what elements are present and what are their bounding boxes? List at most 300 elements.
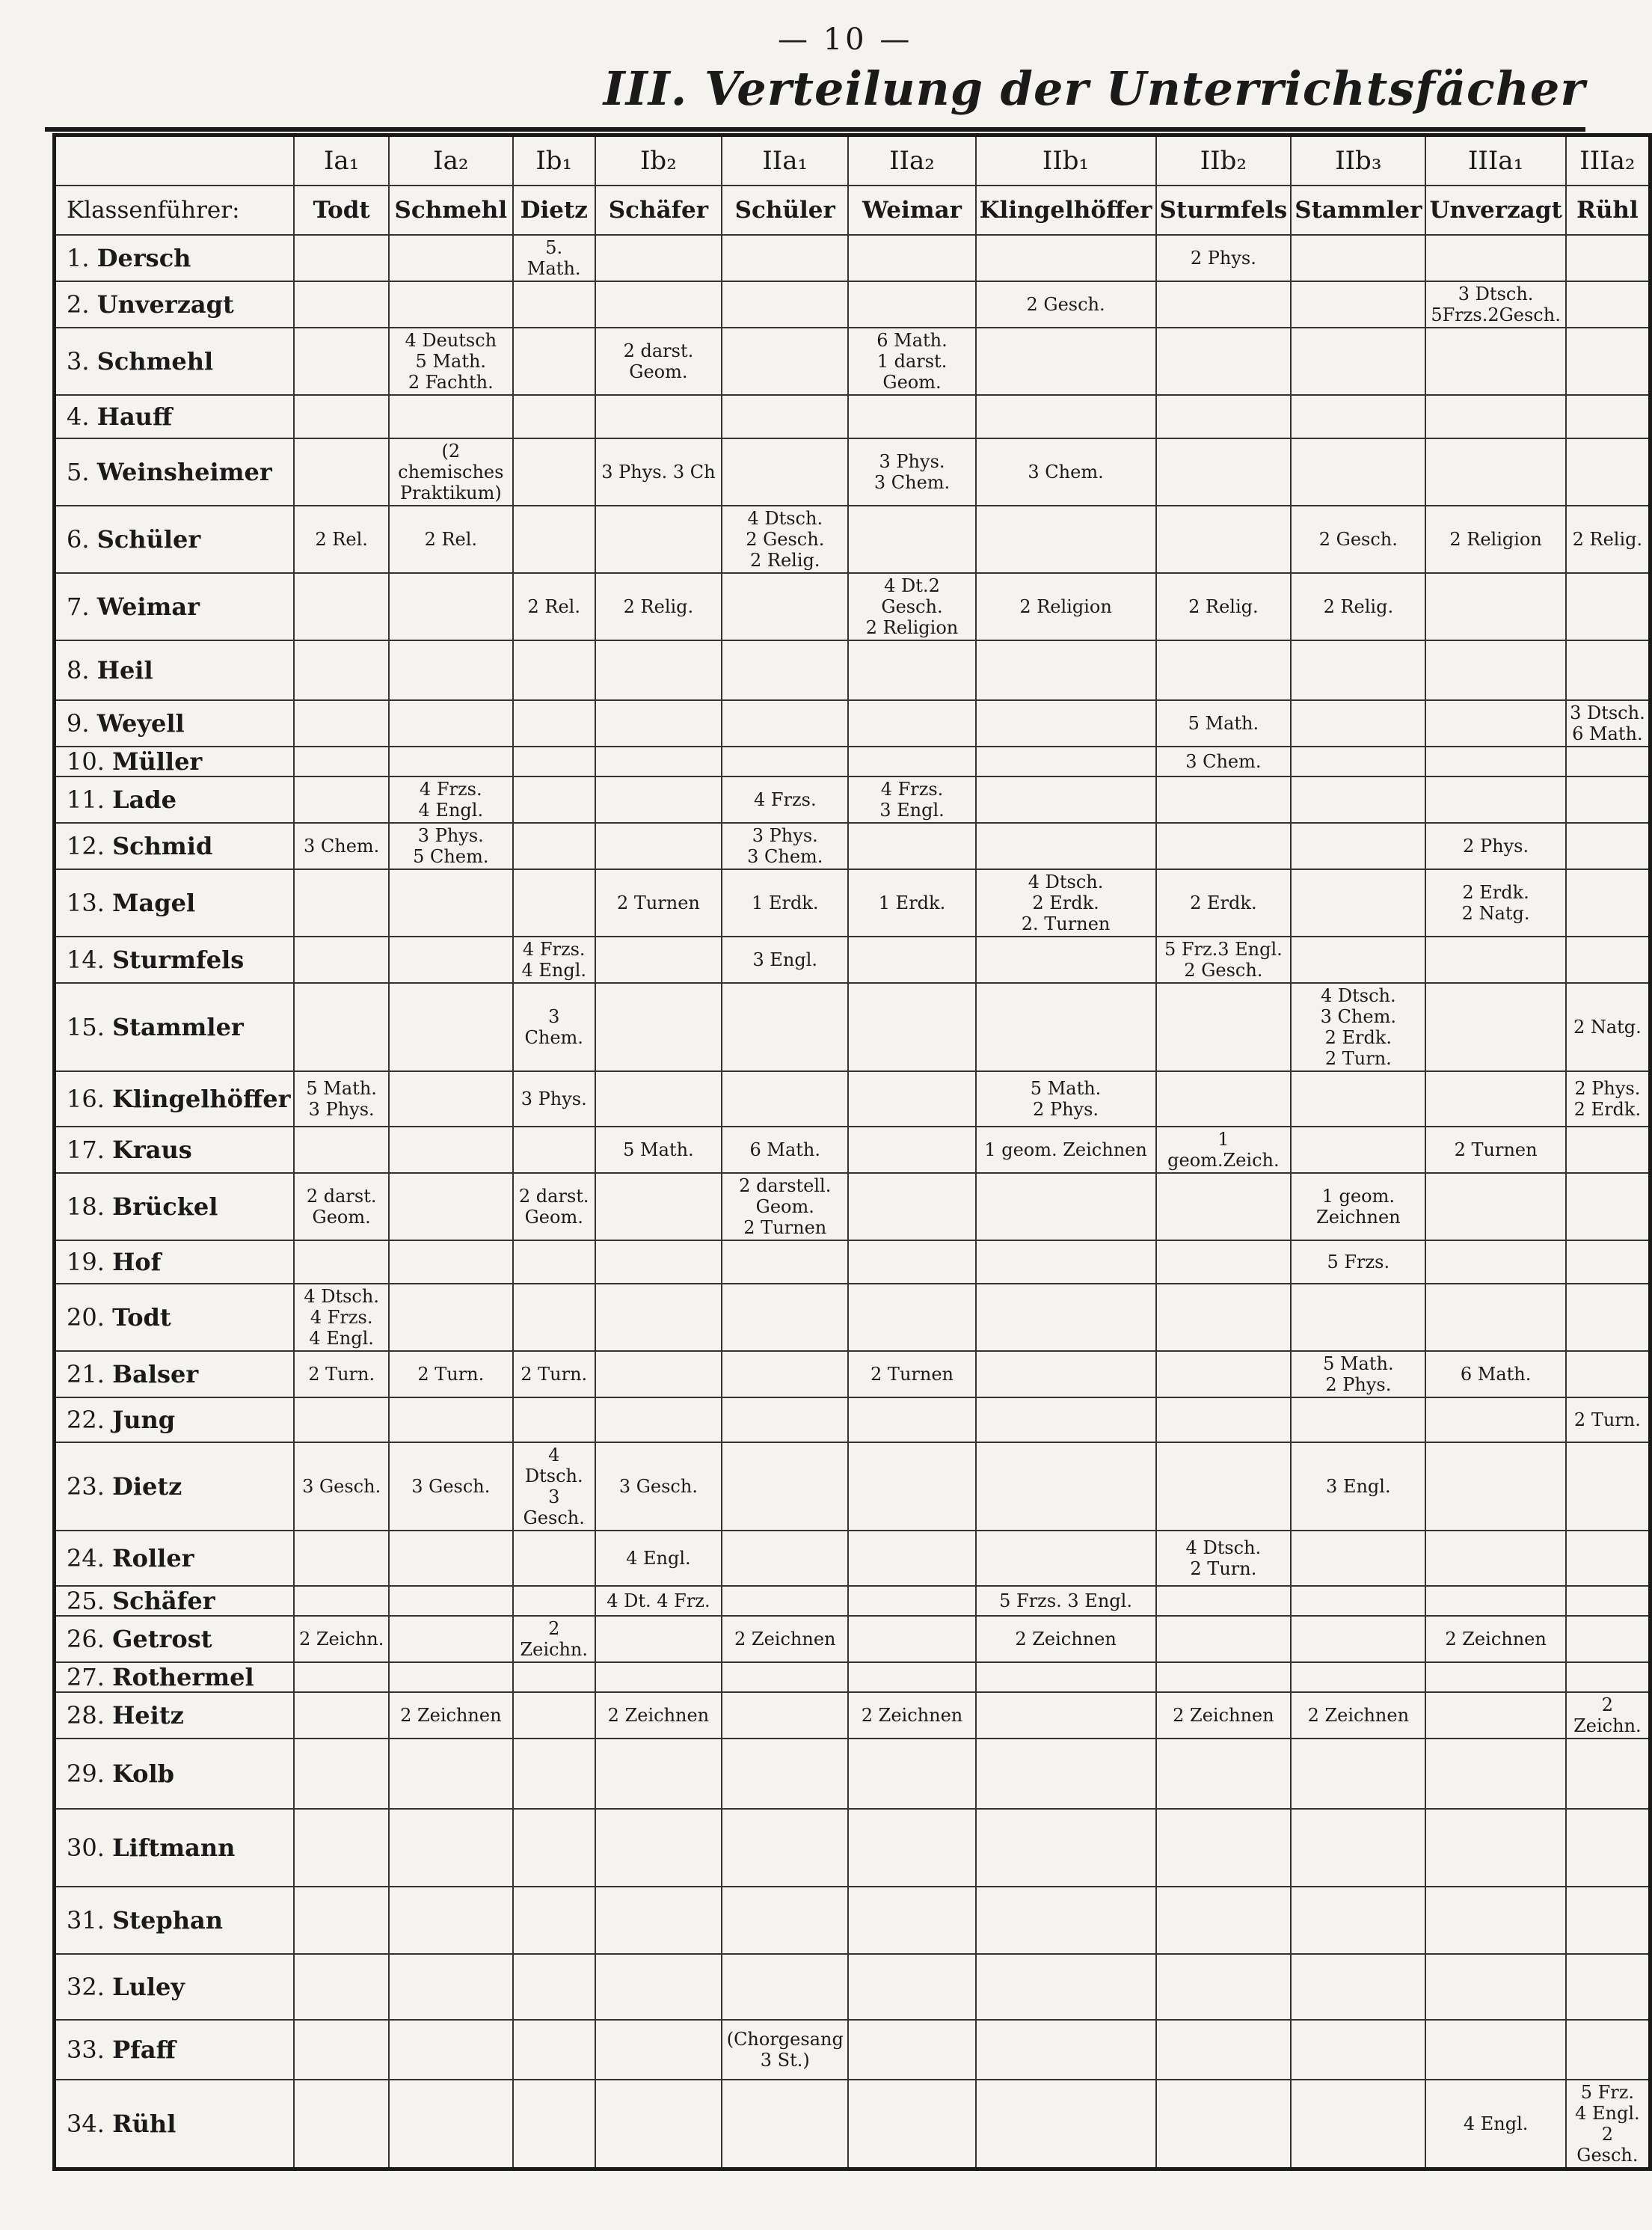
table-row (55, 573, 1651, 640)
teacher-name-cell (55, 506, 295, 573)
corner-blank (55, 135, 295, 186)
teacher-name-cell (55, 1531, 295, 1586)
class-header: Ib₁ (513, 135, 595, 186)
teacher-name-cell (55, 1397, 295, 1442)
subject-cell (513, 438, 595, 506)
subject-cell (1156, 1739, 1292, 1809)
subject-cell (1425, 1071, 1565, 1127)
subject-cell: 3 Chem. (976, 438, 1156, 506)
subject-cell (389, 869, 513, 937)
table-row (55, 1173, 1651, 1240)
subject-cell (1291, 328, 1425, 395)
table-row (55, 1809, 1651, 1887)
subject-cell (294, 983, 388, 1071)
subject-cell (1291, 281, 1425, 328)
subject-cell: 5 Math. 2 Phys. (1291, 1351, 1425, 1397)
subject-cell: 5 Frz.3 Engl. 2 Gesch. (1156, 937, 1292, 983)
subject-cell (848, 747, 975, 776)
subject-cell (1425, 640, 1565, 700)
class-header: IIa₁ (722, 135, 848, 186)
subject-cell (1425, 1739, 1565, 1809)
subject-cell (595, 1662, 722, 1692)
subject-cell (595, 937, 722, 983)
subject-cell (595, 1954, 722, 2020)
table-row (55, 1397, 1651, 1442)
subject-cell: 3 Phys. 3 Chem. (848, 438, 975, 506)
subject-cell (1425, 1531, 1565, 1586)
class-teacher: Rühl (1566, 186, 1651, 235)
subject-cell (976, 1954, 1156, 2020)
teacher-name: Todt (112, 1303, 171, 1332)
subject-cell (1566, 1284, 1651, 1351)
table-row (55, 1887, 1651, 1954)
subject-cell (976, 747, 1156, 776)
row-number: 2. (67, 290, 90, 319)
row-number: 22. (67, 1406, 105, 1434)
subject-cell: 4 Deutsch 5 Math. 2 Fachth. (389, 328, 513, 395)
table-row (55, 395, 1651, 438)
subject-cell: 2 Rel. (389, 506, 513, 573)
subject-cell (1156, 1071, 1292, 1127)
subject-cell (1425, 1692, 1565, 1739)
subject-cell (1291, 937, 1425, 983)
subject-cell (513, 700, 595, 747)
subject-cell: 2 Turnen (848, 1351, 975, 1397)
subject-cell (848, 1397, 975, 1442)
teacher-name-cell (55, 1662, 295, 1692)
subject-cell (1291, 776, 1425, 823)
subject-cell (848, 983, 975, 1071)
table-row (55, 1351, 1651, 1397)
row-number: 23. (67, 1472, 105, 1501)
table-row (55, 823, 1651, 869)
subject-cell (1425, 1809, 1565, 1887)
teacher-name: Getrost (112, 1625, 212, 1653)
subject-cell: 5 Frzs. 3 Engl. (976, 1586, 1156, 1616)
row-number: 13. (67, 889, 105, 917)
subject-cell: 4 Dt.2 Gesch. 2 Religion (848, 573, 975, 640)
subject-cell (1291, 395, 1425, 438)
subject-cell: 6 Math. (1425, 1351, 1565, 1397)
subject-cell (1425, 1954, 1565, 2020)
class-teacher: Weimar (848, 186, 975, 235)
class-teacher: Stammler (1291, 186, 1425, 235)
subject-cell (1566, 1739, 1651, 1809)
subject-cell: 5. Math. (513, 235, 595, 281)
row-number: 4. (67, 402, 90, 431)
subject-cell (722, 235, 848, 281)
subject-cell (294, 1739, 388, 1809)
subject-cell (722, 1809, 848, 1887)
row-number: 21. (67, 1360, 105, 1388)
subject-cell (294, 1586, 388, 1616)
subject-cell (1156, 1662, 1292, 1692)
teacher-name: Roller (112, 1544, 194, 1572)
subject-cell (294, 1531, 388, 1586)
subject-cell: 2 darst. Geom. (595, 328, 722, 395)
subject-cell (722, 747, 848, 776)
subject-cell (722, 281, 848, 328)
subject-cell (294, 573, 388, 640)
subject-cell (294, 1127, 388, 1173)
subject-cell (848, 281, 975, 328)
subject-cell (1425, 700, 1565, 747)
subject-cell (848, 1240, 975, 1284)
subject-cell: 2 Zeichnen (1291, 1692, 1425, 1739)
subject-cell (1156, 1351, 1292, 1397)
subject-cell (722, 1071, 848, 1127)
teacher-name-cell (55, 573, 295, 640)
class-teacher: Unverzagt (1425, 186, 1565, 235)
subject-cell (976, 1240, 1156, 1284)
subject-cell (1425, 1173, 1565, 1240)
table-row (55, 747, 1651, 776)
subject-cell: 4 Frzs. 4 Engl. (389, 776, 513, 823)
class-header: IIb₁ (976, 135, 1156, 186)
subject-cell (722, 1586, 848, 1616)
row-number: 17. (67, 1136, 105, 1164)
teacher-name: Stammler (112, 1013, 244, 1041)
subject-cell (1291, 235, 1425, 281)
class-header: IIb₃ (1291, 135, 1425, 186)
subject-cell (595, 823, 722, 869)
subject-cell (1566, 1662, 1651, 1692)
teacher-name: Schäfer (112, 1587, 215, 1615)
teacher-name: Weinsheimer (96, 458, 272, 486)
subject-cell (389, 640, 513, 700)
subject-cell (976, 328, 1156, 395)
table-row (55, 640, 1651, 700)
teacher-name-cell (55, 1887, 295, 1954)
subject-cell (848, 1127, 975, 1173)
subject-cell (722, 438, 848, 506)
row-number: 11. (67, 785, 105, 814)
subject-cell (1291, 438, 1425, 506)
class-teacher-row (55, 186, 1651, 235)
subject-cell (848, 1284, 975, 1351)
subject-cell (976, 1173, 1156, 1240)
title-rule (45, 127, 1585, 132)
subject-cell: 2 Relig. (1156, 573, 1292, 640)
subject-cell: 1 geom. Zeichnen (976, 1127, 1156, 1173)
subject-cell (1291, 640, 1425, 700)
subject-cell (513, 395, 595, 438)
subject-cell (294, 281, 388, 328)
subject-cell (389, 1071, 513, 1127)
subject-cell (1156, 328, 1292, 395)
subject-cell (513, 1127, 595, 1173)
row-number: 8. (67, 656, 90, 684)
subject-cell: 2 Zeichnen (389, 1692, 513, 1739)
subject-cell (1291, 1954, 1425, 2020)
subject-cell: 2 Erdk. (1156, 869, 1292, 937)
teacher-name: Heil (96, 656, 153, 684)
subject-cell (976, 1442, 1156, 1531)
table-row (55, 1739, 1651, 1809)
subject-cell: 4 Dtsch. 2 Erdk. 2. Turnen (976, 869, 1156, 937)
subject-cell: 2 Turnen (1425, 1127, 1565, 1173)
subject-cell (1566, 747, 1651, 776)
table-row (55, 1284, 1651, 1351)
subject-cell (848, 395, 975, 438)
subject-cell: 2 Turn. (1566, 1397, 1651, 1442)
table-row (55, 1692, 1651, 1739)
subject-cell (976, 1692, 1156, 1739)
subject-cell: 4 Engl. (1425, 2080, 1565, 2169)
subject-cell (513, 776, 595, 823)
subject-cell (848, 1173, 975, 1240)
subject-cell (513, 869, 595, 937)
subject-cell (722, 983, 848, 1071)
subject-cell (1425, 1397, 1565, 1442)
subject-cell: 2 Natg. (1566, 983, 1651, 1071)
subject-cell (294, 235, 388, 281)
subject-cell (1156, 983, 1292, 1071)
teacher-name: Dersch (96, 244, 191, 272)
table-row (55, 1531, 1651, 1586)
subject-cell: 3 Gesch. (294, 1442, 388, 1531)
subject-cell (1156, 438, 1292, 506)
subject-cell (389, 700, 513, 747)
subject-cell (595, 1284, 722, 1351)
subject-cell (513, 747, 595, 776)
subject-cell (1291, 1586, 1425, 1616)
subject-cell (513, 640, 595, 700)
row-number: 27. (67, 1663, 105, 1691)
subject-cell: 2 Zeichnen (722, 1616, 848, 1662)
table-row (55, 2020, 1651, 2080)
subject-cell (294, 640, 388, 700)
subject-cell (1156, 506, 1292, 573)
teacher-name: Sturmfels (112, 946, 245, 974)
subject-cell (1566, 1586, 1651, 1616)
teacher-name-cell (55, 281, 295, 328)
class-teacher: Dietz (513, 186, 595, 235)
row-number: 10. (67, 747, 105, 776)
subject-cell (1566, 438, 1651, 506)
subject-cell (294, 869, 388, 937)
subject-cell: (Chorgesang 3 St.) (722, 2020, 848, 2080)
subject-cell (294, 438, 388, 506)
teacher-name: Rühl (112, 2110, 176, 2138)
subject-cell (1566, 1442, 1651, 1531)
subject-cell (1566, 1127, 1651, 1173)
subject-cell (595, 747, 722, 776)
subject-cell (1566, 776, 1651, 823)
subject-cell (1566, 1351, 1651, 1397)
subject-cell (1156, 1173, 1292, 1240)
subject-cell (389, 395, 513, 438)
row-number: 9. (67, 709, 90, 738)
class-header: Ia₂ (389, 135, 513, 186)
row-number: 31. (67, 1906, 105, 1935)
subject-cell (1156, 1954, 1292, 2020)
teacher-name-cell (55, 1739, 295, 1809)
subject-cell: 5 Frz. 4 Engl. 2 Gesch. (1566, 2080, 1651, 2169)
table-row (55, 1616, 1651, 1662)
row-number: 30. (67, 1834, 105, 1862)
subject-cell (294, 747, 388, 776)
subject-cell (294, 1662, 388, 1692)
subject-cell (976, 506, 1156, 573)
teacher-name: Hauff (96, 402, 173, 431)
subject-cell: 2 Relig. (595, 573, 722, 640)
subject-cell (595, 1887, 722, 1954)
subject-cell: 5 Math. (1156, 700, 1292, 747)
subject-cell (1425, 1240, 1565, 1284)
subject-cell (722, 2080, 848, 2169)
subject-cell (1156, 823, 1292, 869)
subject-cell (848, 1954, 975, 2020)
subject-cell (722, 1240, 848, 1284)
subject-cell (294, 1397, 388, 1442)
subject-cell (976, 1809, 1156, 1887)
subject-cell: 4 Engl. (595, 1531, 722, 1586)
subject-cell (1566, 1240, 1651, 1284)
subject-cell (389, 983, 513, 1071)
subject-cell: 3 Dtsch. 5Frzs.2Gesch. (1425, 281, 1565, 328)
subject-cell (294, 1809, 388, 1887)
subject-cell (1566, 395, 1651, 438)
subject-cell (1566, 281, 1651, 328)
teacher-name-cell (55, 1173, 295, 1240)
subject-cell (294, 1954, 388, 2020)
subject-cell (722, 1692, 848, 1739)
section-title: III. Verteilung der Unterrichtsfächer (603, 61, 1585, 116)
subject-cell (722, 1954, 848, 2020)
subject-cell: (2 chemisches Praktikum) (389, 438, 513, 506)
subject-cell: 2 darst. Geom. (294, 1173, 388, 1240)
subject-cell (1291, 1887, 1425, 1954)
subject-cell: 2 Religion (976, 573, 1156, 640)
subject-cell: 1 geom. Zeichnen (1291, 1173, 1425, 1240)
subject-cell: 3 Chem. (294, 823, 388, 869)
subject-cell (389, 235, 513, 281)
subject-cell (1156, 1397, 1292, 1442)
subject-cell (513, 1662, 595, 1692)
teacher-name: Liftmann (112, 1834, 236, 1862)
subject-cell (722, 1662, 848, 1692)
class-teacher: Sturmfels (1156, 186, 1292, 235)
subject-cell (595, 2080, 722, 2169)
subject-cell: 3 Chem. (513, 983, 595, 1071)
row-number: 12. (67, 832, 105, 860)
row-number: 15. (67, 1013, 105, 1041)
subject-cell: 2 Turnen (595, 869, 722, 937)
subject-cell: 3 Engl. (1291, 1442, 1425, 1531)
subject-cell (848, 235, 975, 281)
subject-cell (389, 1887, 513, 1954)
subject-cell (1425, 1586, 1565, 1616)
subject-cell (848, 1887, 975, 1954)
subject-cell (513, 281, 595, 328)
subject-cell (513, 1240, 595, 1284)
subject-cell (1566, 1887, 1651, 1954)
subject-cell (722, 1531, 848, 1586)
table-row (55, 2080, 1651, 2169)
subject-cell: 2 Zeichnen (848, 1692, 975, 1739)
class-header: Ia₁ (294, 135, 388, 186)
subject-cell (1566, 1531, 1651, 1586)
subject-cell (513, 1954, 595, 2020)
subject-cell (595, 1397, 722, 1442)
subject-cell (722, 640, 848, 700)
subject-cell (848, 1071, 975, 1127)
subject-cell: 5 Math. 3 Phys. (294, 1071, 388, 1127)
subject-cell (1566, 640, 1651, 700)
subject-cell (848, 1442, 975, 1531)
row-number: 18. (67, 1192, 105, 1221)
table-row (55, 1071, 1651, 1127)
subject-cell (722, 1397, 848, 1442)
subject-cell (722, 700, 848, 747)
subject-cell: 2 Rel. (294, 506, 388, 573)
subject-cell: 2 Phys. (1156, 235, 1292, 281)
teacher-name-cell (55, 937, 295, 983)
subject-cell (1156, 1284, 1292, 1351)
subject-cell (595, 1173, 722, 1240)
teacher-name: Schüler (96, 525, 201, 554)
row-number: 7. (67, 592, 90, 621)
subject-cell: 1 geom.Zeich. (1156, 1127, 1292, 1173)
subject-cell (848, 1662, 975, 1692)
row-number: 6. (67, 525, 90, 554)
subject-cell (513, 823, 595, 869)
row-number: 14. (67, 946, 105, 974)
subject-cell (722, 395, 848, 438)
subject-cell (1566, 328, 1651, 395)
table-row (55, 235, 1651, 281)
subject-cell (389, 1586, 513, 1616)
subject-cell (1566, 1954, 1651, 2020)
teacher-name-cell (55, 1442, 295, 1531)
subject-cell: 3 Dtsch. 6 Math. (1566, 700, 1651, 747)
subject-cell: 1 Erdk. (722, 869, 848, 937)
teacher-name-cell (55, 640, 295, 700)
teacher-name-cell (55, 2020, 295, 2080)
subject-cell (976, 1397, 1156, 1442)
row-number: 33. (67, 2036, 105, 2064)
teacher-name-cell (55, 1616, 295, 1662)
class-header: IIIa₂ (1566, 135, 1651, 186)
subject-cell (513, 1397, 595, 1442)
subject-cell (1425, 573, 1565, 640)
teacher-name: Klingelhöffer (112, 1085, 291, 1113)
subject-cell: 2 Turn. (513, 1351, 595, 1397)
subject-cell (1291, 2020, 1425, 2080)
subject-cell: 2 Zeichn. (1566, 1692, 1651, 1739)
subject-cell (722, 1284, 848, 1351)
class-header: Ib₂ (595, 135, 722, 186)
subject-cell (976, 700, 1156, 747)
table-row (55, 1442, 1651, 1531)
teacher-name-cell (55, 1284, 295, 1351)
subject-cell: 5 Math. (595, 1127, 722, 1173)
subject-cell: 2 Relig. (1291, 573, 1425, 640)
subject-cell (389, 2080, 513, 2169)
subject-cell (848, 1586, 975, 1616)
class-teacher: Schüler (722, 186, 848, 235)
subject-cell (1566, 1616, 1651, 1662)
row-number: 19. (67, 1248, 105, 1276)
subject-cell (513, 2020, 595, 2080)
subject-cell (1291, 2080, 1425, 2169)
teacher-name-cell (55, 1954, 295, 2020)
subject-cell: 5 Frzs. (1291, 1240, 1425, 1284)
subject-cell (595, 1240, 722, 1284)
subject-cell (722, 1887, 848, 1954)
row-number: 5. (67, 458, 90, 486)
